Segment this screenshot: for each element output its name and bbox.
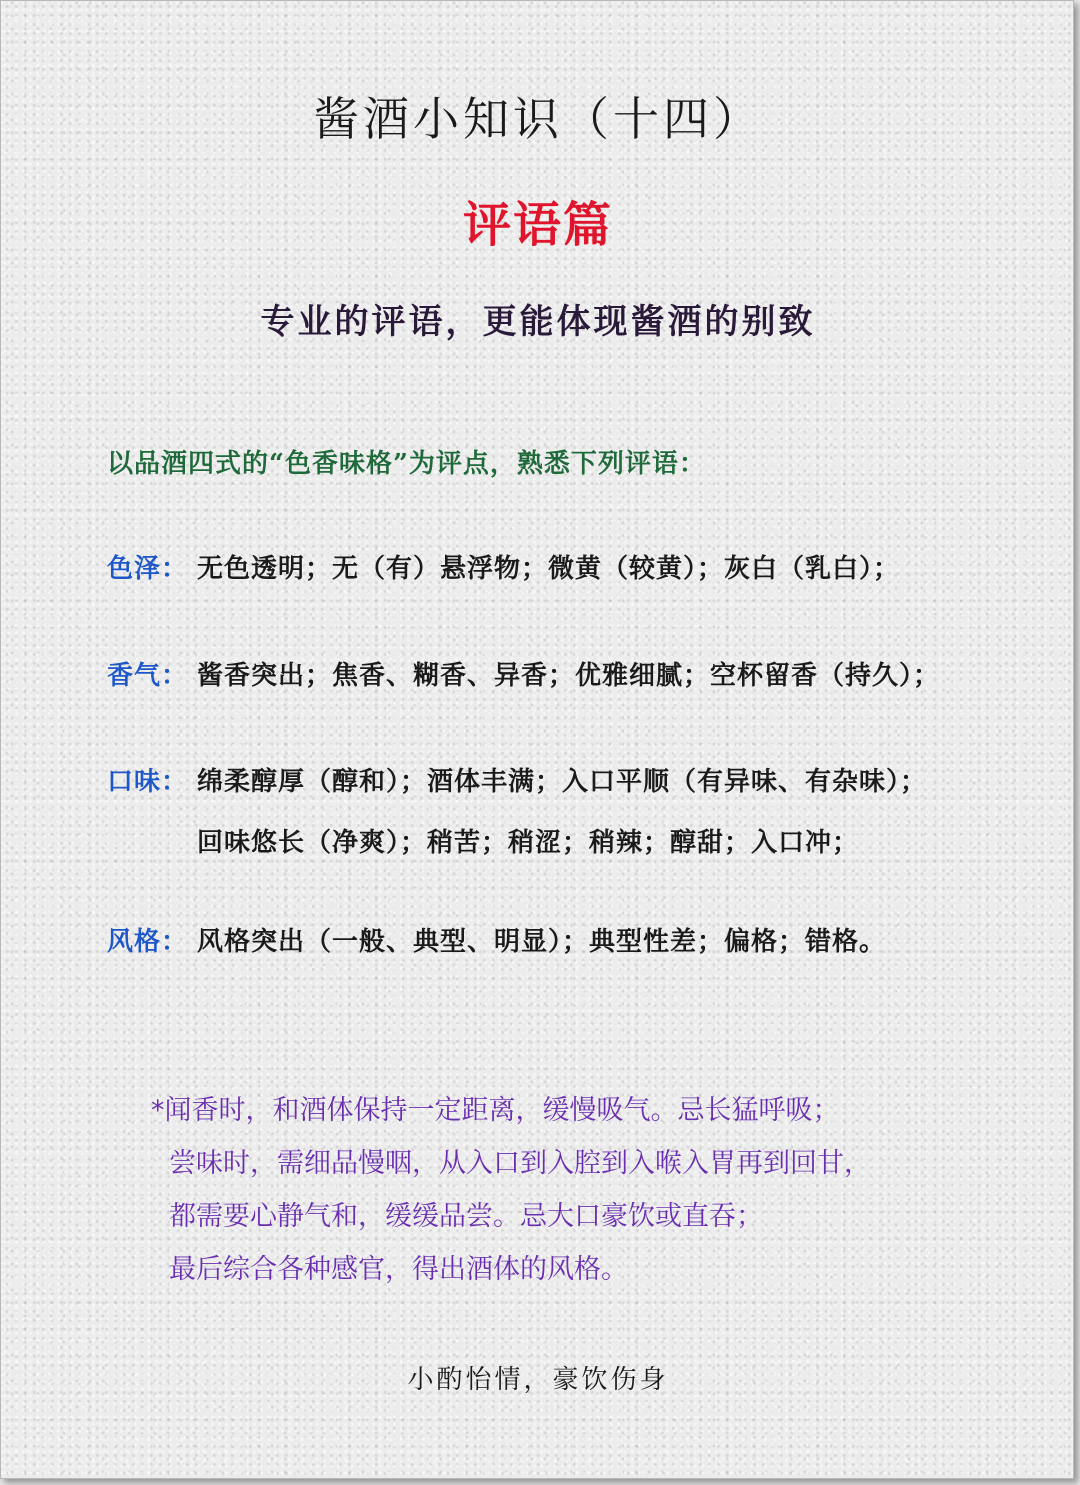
footer-text: 小酌怡情，豪饮伤身 (407, 1365, 669, 1395)
section-taste-label: 口味： (107, 767, 189, 797)
tagline: 专业的评语，更能体现酱酒的别致 (260, 302, 816, 342)
section-taste-text-1: 绵柔醇厚（醇和）；酒体丰满；入口平顺（有异味、有杂味）； (197, 767, 928, 797)
page-title: 酱酒小知识（十四） (313, 92, 763, 146)
note-line-3: 都需要心静气和，缓缓品尝。忌大口豪饮或直吞； (169, 1201, 763, 1232)
section-style-label: 风格： (107, 927, 189, 957)
section-style-text: 风格突出（一般、典型、明显）；典型性差；偏格；错格。 (197, 927, 887, 957)
section-aroma-label: 香气： (107, 661, 189, 691)
section-taste (107, 761, 927, 859)
section-style (107, 921, 886, 958)
intro-text: 以品酒四式的“色香味格”为评点，熟悉下列评语： (107, 449, 706, 479)
note-line-4: 最后综合各种感官，得出酒体的风格。 (169, 1254, 628, 1285)
note-line-1: *闻香时，和酒体保持一定距离，缓慢吸气。忌长猛呼吸； (151, 1095, 840, 1126)
tasting-note (151, 1084, 871, 1296)
section-color (107, 548, 900, 585)
section-taste-text-2: 回味悠长（净爽）；稍苦；稍涩；稍辣；醇甜；入口冲； (197, 828, 860, 858)
note-line-2: 尝味时，需细品慢咽，从入口到入腔到入喉入胃再到回甘， (169, 1148, 871, 1179)
section-aroma-text: 酱香突出；焦香、糊香、异香；优雅细腻；空杯留香（持久）； (197, 661, 941, 691)
page-subtitle: 评语篇 (462, 197, 613, 253)
section-color-text: 无色透明；无（有）悬浮物；微黄（较黄）；灰白（乳白）； (197, 554, 901, 584)
section-color-label: 色泽： (107, 554, 189, 584)
section-aroma (107, 655, 940, 692)
